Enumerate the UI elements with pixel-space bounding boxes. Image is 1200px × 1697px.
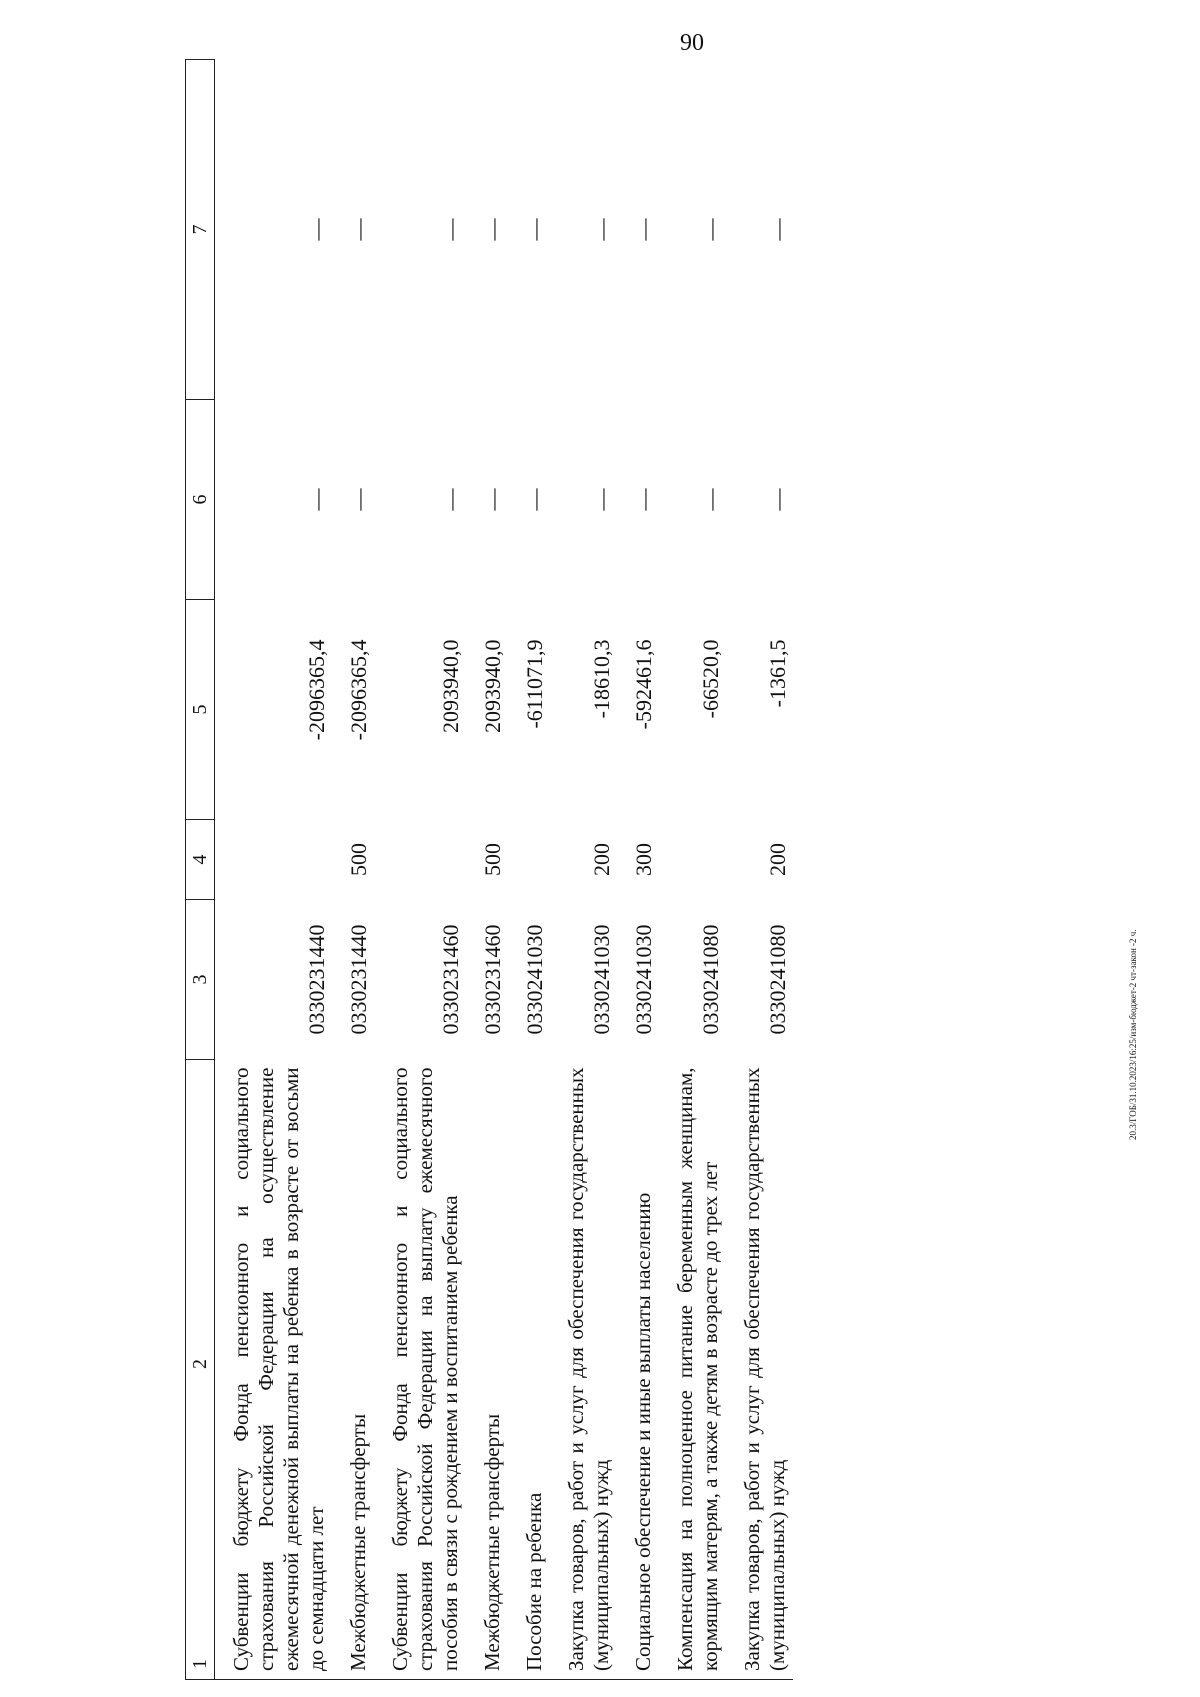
row-code: 0330241030 [522,924,547,1035]
budget-table [185,59,793,1680]
row-name: Пособие на ребенка [508,1060,550,1680]
footer-document-code: 20.3/ГОБ/31.10.2023/16:25/изм-бюджет-2 чт-закон -2 ч. [1128,929,1138,1140]
row-code: 0330231460 [438,924,463,1035]
row-col7: — [346,218,371,241]
row-type: 500 [480,843,505,876]
row-col6: — [698,488,723,511]
row-col7: — [480,218,505,241]
row-col6: — [765,488,790,511]
row-amount: -592461,6 [631,639,656,730]
table-row [508,60,550,1680]
row-amount: -2096365,4 [346,639,371,741]
table-header-row [186,60,215,1680]
table-row [726,60,793,1680]
row-col6: — [346,488,371,511]
row-type [508,820,550,900]
row-name: Субвенции бюджету Фонда пенсионного и социального страхования Российской Федерации на осуществление ежемесячной денежной выплаты на ребенка в возрасте от восьми до семнадцати лет [215,1060,333,1680]
row-code: 0330241030 [589,924,614,1035]
table-row [374,60,466,1680]
row-col7: — [765,218,790,241]
row-col6: — [304,488,329,511]
header-col-5: 5 [186,600,215,820]
row-code: 0330231440 [304,924,329,1035]
row-amount: 2093940,0 [438,639,463,733]
row-col6: — [631,488,656,511]
row-col7: — [522,218,547,241]
table-row [215,60,333,1680]
row-type: 500 [346,843,371,876]
row-name: Компенсация на полноценное питание беременным женщинам, кормящим матерям, а также детям в возрасте до трех лет [659,1060,726,1680]
row-amount: -18610,3 [589,639,614,719]
row-name: Закупка товаров, работ и услуг для обеспечения государственных (муниципальных) нужд [550,1060,617,1680]
row-col7: — [304,218,329,241]
header-col-6: 6 [186,400,215,600]
row-amount: -66520,0 [698,639,723,719]
rotated-budget-table [185,60,1125,1680]
row-type [374,820,466,900]
row-code: 0330241030 [631,924,656,1035]
header-col-3: 3 [186,900,215,1060]
table-row [466,60,508,1680]
row-type: 200 [589,843,614,876]
table-row [550,60,617,1680]
row-col6: — [438,488,463,511]
header-col-1 [186,1060,215,1680]
row-col7: — [631,218,656,241]
row-name: Межбюджетные трансферты [466,1060,508,1680]
row-col7: — [438,218,463,241]
row-col6: — [522,488,547,511]
header-col-2-label: 2 [188,1359,211,1369]
table-row [332,60,374,1680]
row-name: Субвенции бюджету Фонда пенсионного и социального страхования Российской Федерации на выплату ежемесячного пособия в связи с рождением и воспитанием ребенка [374,1060,466,1680]
row-col7: — [698,218,723,241]
row-amount: -611071,9 [522,639,547,729]
row-col6: — [589,488,614,511]
table-row [617,60,659,1680]
row-type [215,820,333,900]
table-row [659,60,726,1680]
row-code: 0330231440 [346,924,371,1035]
header-col-4: 4 [186,820,215,900]
row-code: 0330241080 [765,924,790,1035]
page-number: 90 [680,30,704,56]
row-col7: — [589,218,614,241]
row-name: Социальное обеспечение и иные выплаты населению [617,1060,659,1680]
row-type [659,820,726,900]
row-code: 0330231460 [480,924,505,1035]
row-amount: -1361,5 [765,639,790,708]
header-col-1-label: 1 [188,1659,211,1669]
row-name: Закупка товаров, работ и услуг для обеспечения государственных (муниципальных) нужд [726,1060,793,1680]
row-code: 0330241080 [698,924,723,1035]
row-col6: — [480,488,505,511]
row-amount: -2096365,4 [304,639,329,741]
row-name: Межбюджетные трансферты [332,1060,374,1680]
header-col-7: 7 [186,60,215,400]
row-type: 200 [765,843,790,876]
row-type: 300 [631,843,656,876]
row-amount: 2093940,0 [480,639,505,733]
